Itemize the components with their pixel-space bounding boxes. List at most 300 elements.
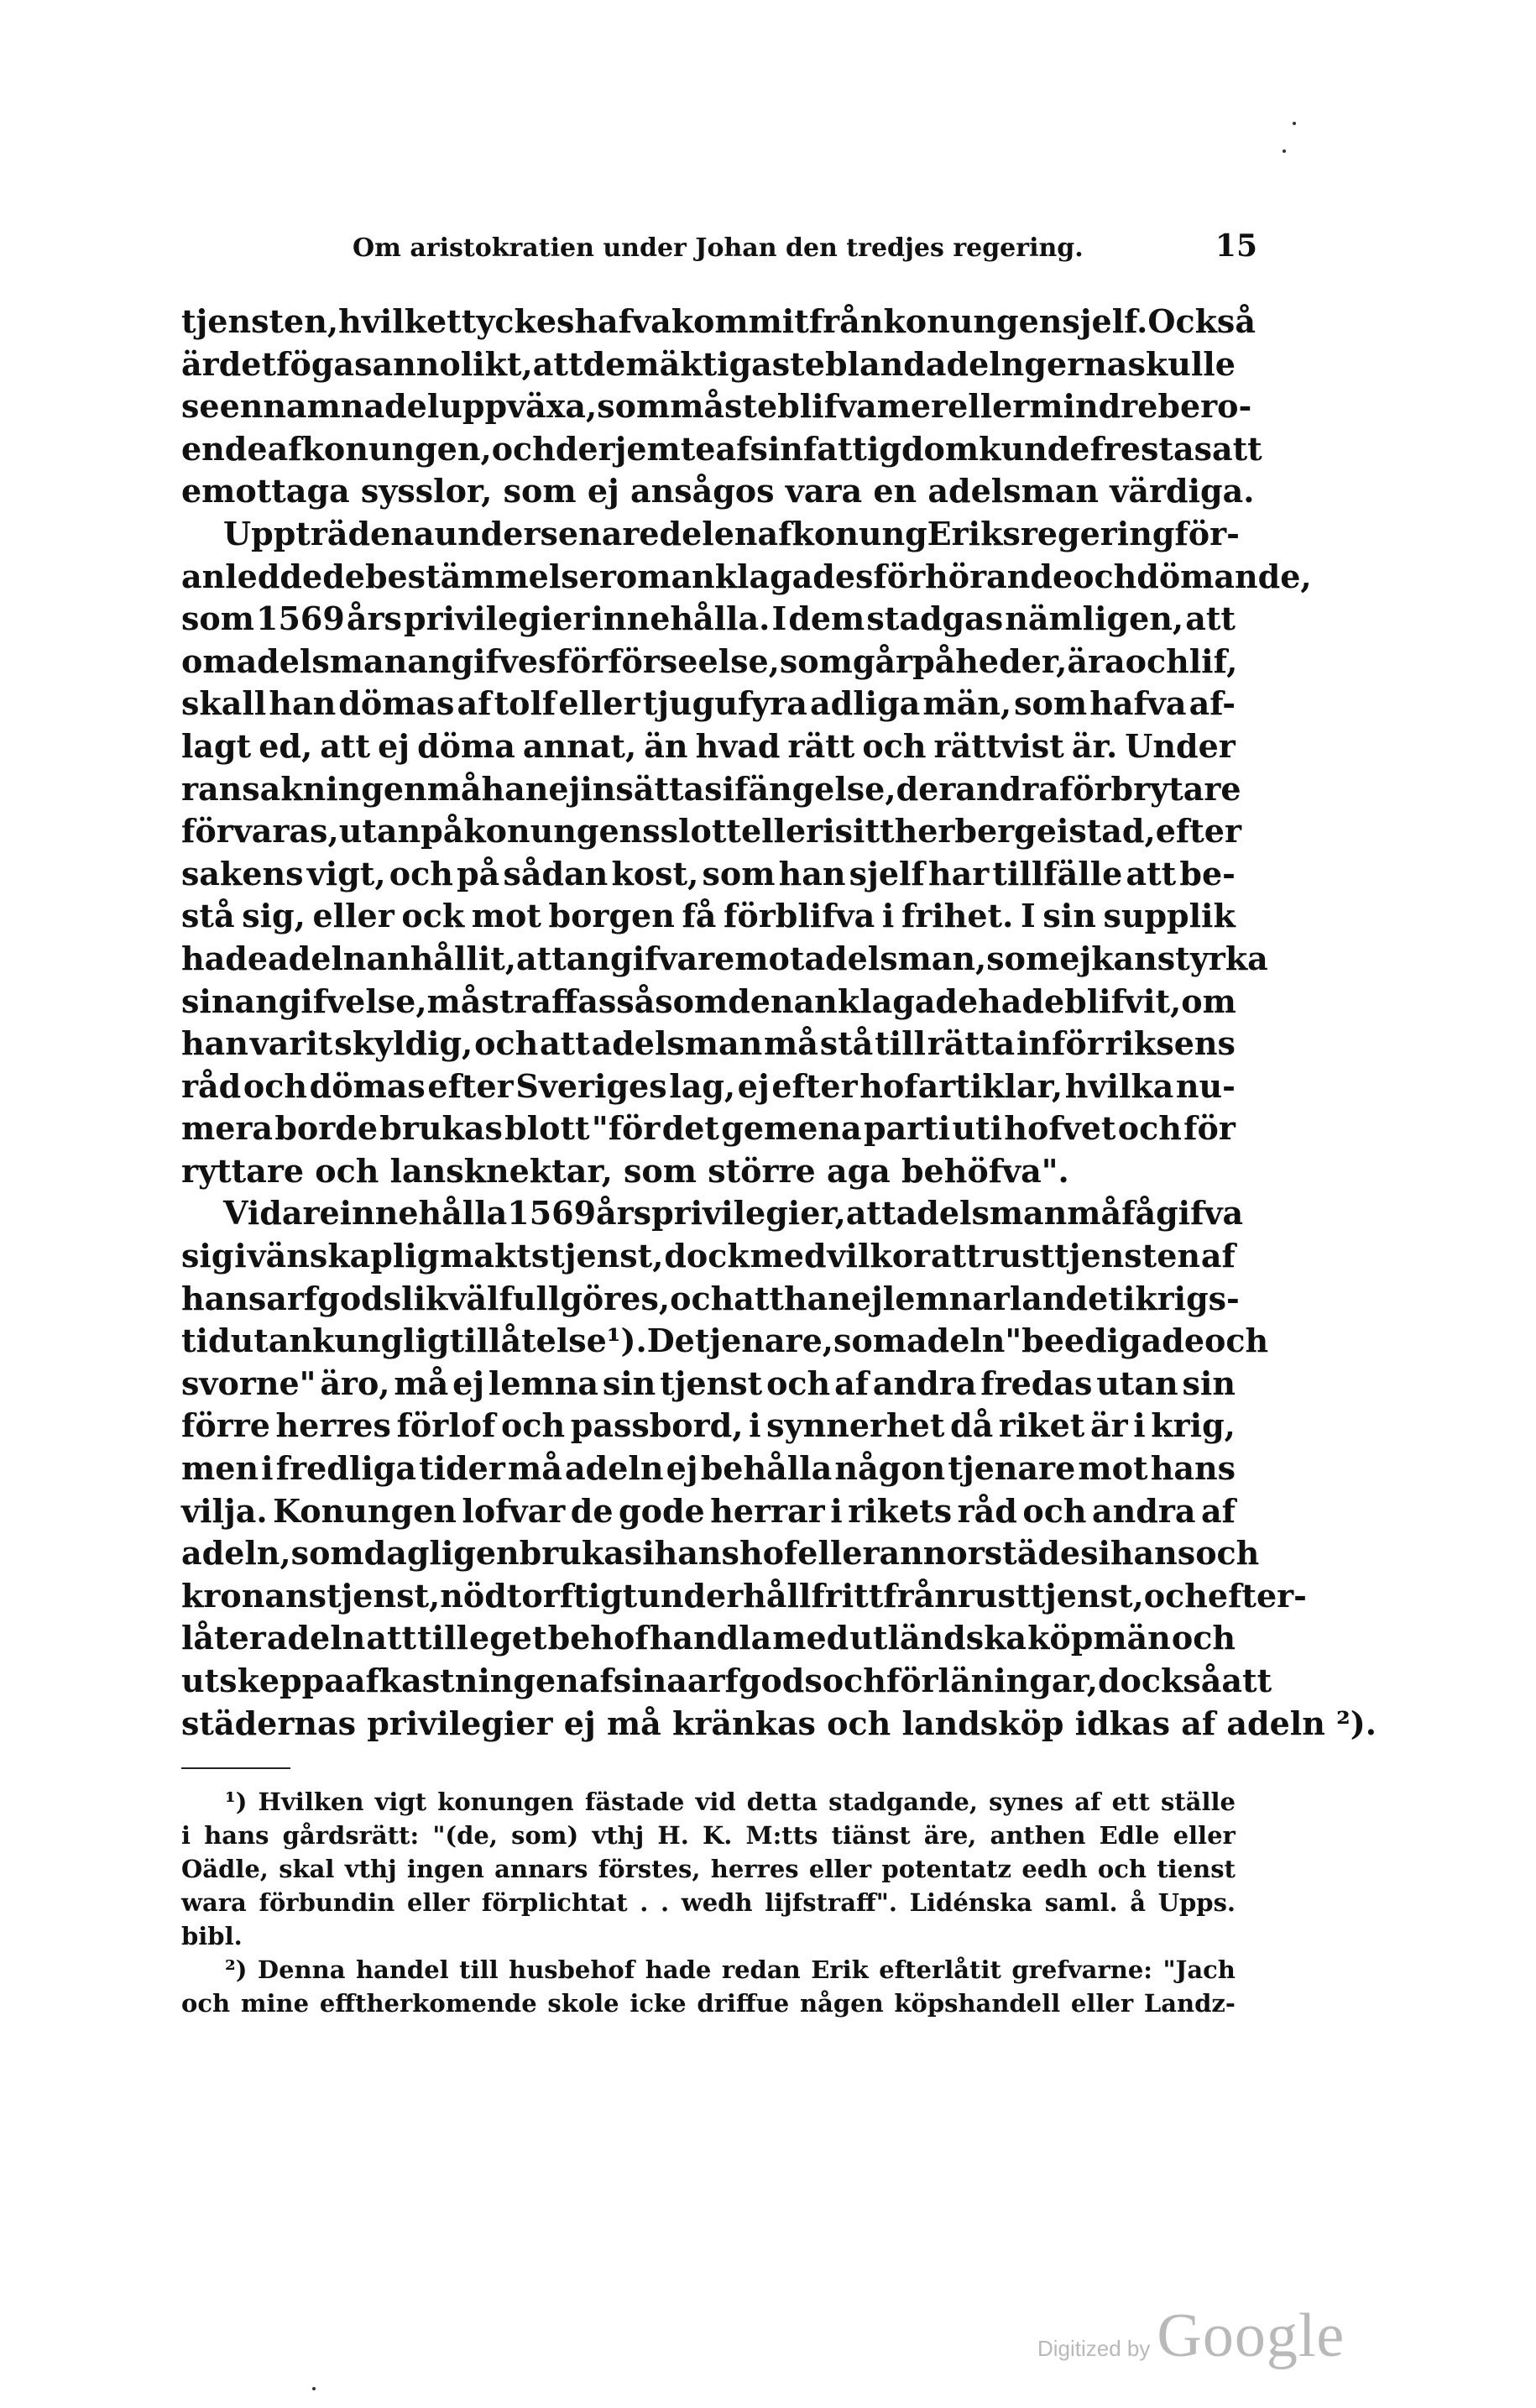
word: föga (276, 344, 355, 383)
word: herres (710, 1855, 799, 1883)
word: i (181, 1821, 191, 1850)
word: dock (1097, 1662, 1183, 1699)
word: annars (494, 1855, 588, 1883)
word: kunglig (312, 1322, 450, 1360)
word: från (883, 1576, 958, 1615)
word: efter (771, 1066, 858, 1105)
word: då (950, 1406, 994, 1445)
word: måste (670, 387, 778, 426)
word: adelsman (896, 1194, 1068, 1233)
footnote-line (181, 1886, 1236, 1919)
word: brukas (519, 1534, 643, 1573)
word: behof (547, 1619, 649, 1657)
word: ställe (1160, 1788, 1236, 1816)
word: angifvare (566, 939, 735, 977)
word: under (434, 514, 541, 552)
word: tjenst, (326, 1576, 441, 1615)
word: må (426, 982, 482, 1020)
word: tid (181, 1322, 231, 1360)
word: utan (338, 812, 421, 851)
word: konungen, (301, 429, 492, 468)
word: handla (649, 1619, 772, 1657)
footnote-rule (181, 1767, 290, 1769)
word: sin (750, 429, 803, 468)
word: han (778, 854, 846, 893)
word: af (1200, 1491, 1236, 1530)
word: som (702, 854, 776, 893)
word: ett (1111, 1788, 1150, 1816)
word: om (1181, 982, 1236, 1020)
footnote-line (181, 1852, 1236, 1886)
word: borde (274, 1109, 378, 1148)
word: i (1133, 1406, 1146, 1445)
word: krig, (1151, 1406, 1236, 1445)
word: se (181, 387, 220, 426)
word: detta (746, 1788, 818, 1816)
word: frihet. (901, 897, 1014, 935)
word: att (930, 1237, 981, 1275)
word: vthj (344, 1855, 397, 1883)
word: om (181, 641, 237, 680)
word: ingen (406, 1855, 484, 1883)
word: "för (591, 1109, 661, 1148)
word: och (670, 1279, 734, 1317)
word: ej (737, 1066, 770, 1105)
word: supplik (1103, 897, 1236, 935)
word: parti (863, 1109, 951, 1148)
word: . (661, 1888, 670, 1917)
text-line (181, 1575, 1307, 1618)
word: styrka (1157, 939, 1268, 977)
word: tillåtelse (449, 1322, 607, 1360)
word: och (822, 1662, 886, 1699)
word: innehålla (339, 1194, 508, 1233)
word: I (1020, 897, 1036, 935)
word: hofvet (1004, 1109, 1116, 1148)
word: frestas (1089, 429, 1212, 468)
word: förlof (396, 1406, 496, 1445)
word: eller (808, 1855, 872, 1883)
word: hvad (695, 726, 781, 765)
word: af (715, 429, 750, 468)
word: som (986, 939, 1060, 977)
word: varit (249, 1024, 333, 1063)
word: i (830, 1491, 843, 1530)
word: sig (181, 1237, 234, 1275)
text-line (181, 301, 1256, 343)
word: vthj (592, 1821, 645, 1850)
word: kunde (979, 429, 1090, 468)
word: krigs- (1135, 1279, 1240, 1317)
word: att (1126, 854, 1177, 893)
word: med (750, 1237, 827, 1275)
word: 1569 (507, 1194, 597, 1233)
word: blifvit, (1064, 982, 1182, 1020)
word: privilegier (404, 599, 590, 638)
text-line (181, 1023, 1236, 1065)
word: tjensten, (181, 302, 339, 340)
word: stad, (1068, 812, 1156, 851)
word: att (1221, 1662, 1272, 1699)
word: efftherkomende (319, 1989, 537, 2018)
text-line (181, 768, 1241, 811)
word: och (1125, 641, 1189, 680)
word: att (845, 1194, 896, 1233)
word: fängelse, (734, 769, 896, 808)
word: "beedigade (1005, 1322, 1205, 1360)
word: stå (181, 897, 235, 935)
word: Sveriges (515, 1066, 667, 1105)
word: ende (181, 429, 268, 468)
word: mera (181, 1109, 274, 1148)
word: passbord, (570, 1406, 744, 1445)
word: K. (703, 1821, 733, 1850)
word: att (516, 939, 567, 977)
footnote-line (181, 1953, 1236, 1987)
word: konungen (437, 1788, 574, 1816)
word: herrar (710, 1491, 825, 1530)
word: vilkor (827, 1237, 931, 1275)
text-line (181, 1660, 1272, 1703)
word: eget (469, 1619, 547, 1657)
text-line (181, 641, 1236, 683)
word: lif, (1189, 641, 1238, 680)
word: mäktigaste (625, 344, 825, 383)
word: män, (922, 684, 1012, 723)
word: eller (797, 1534, 880, 1573)
word: mot (471, 897, 541, 935)
word: inför (1016, 1024, 1104, 1063)
word: förhörande (873, 557, 1074, 595)
word: likväl (401, 1279, 499, 1317)
text-line (181, 810, 1241, 853)
word: tjenst (660, 1364, 763, 1402)
word: af (834, 1364, 870, 1402)
word: och (1022, 1491, 1087, 1530)
word: redan (721, 1955, 801, 1984)
word: för (556, 641, 609, 680)
word: i (823, 812, 835, 851)
word: ²) (225, 1955, 248, 1984)
word: rusttjenst, (957, 1576, 1144, 1615)
word: än (644, 726, 688, 765)
word: förbundin (259, 1888, 395, 1917)
word: eller (312, 897, 394, 935)
word: dagligen (363, 1534, 520, 1573)
word: vilja. (181, 1491, 268, 1530)
word: och (1117, 1109, 1182, 1148)
word: dömande, (1136, 557, 1312, 595)
word: svorne" (181, 1364, 316, 1402)
word: är (181, 344, 219, 383)
word: H. (657, 1821, 689, 1850)
footnote-line (181, 1987, 1236, 2020)
word: en (219, 387, 264, 426)
word: få (1121, 1194, 1157, 1233)
word: och (474, 1024, 539, 1063)
word: att (1185, 599, 1236, 638)
word: för (1183, 1109, 1236, 1148)
word: tjenst, (550, 1237, 664, 1275)
word: att (532, 344, 583, 383)
word: underhåll (637, 1576, 812, 1615)
word: synnerhet (766, 1406, 945, 1445)
text-line (181, 725, 1236, 768)
word: gode (619, 1491, 705, 1530)
word: sig, (242, 897, 306, 935)
word: han (783, 1279, 851, 1317)
word: utskeppa (181, 1662, 345, 1699)
word: skall (181, 684, 267, 723)
word: rätta (927, 1024, 1016, 1063)
word: och (501, 1406, 566, 1445)
word: han (481, 769, 549, 808)
word: lagt (181, 726, 252, 765)
word: delen (659, 514, 758, 552)
word: bestämmelser (364, 557, 616, 595)
word: och (862, 726, 927, 765)
word: och (243, 1066, 307, 1105)
word: konungens (463, 812, 661, 851)
word: afkastningen (344, 1662, 579, 1699)
word: behålla (700, 1449, 833, 1488)
running-header (353, 228, 1257, 264)
word: tjenare, (694, 1322, 833, 1360)
page-number: 15 (1215, 228, 1257, 264)
word: uti (952, 1109, 1003, 1148)
word: M:tts (745, 1821, 818, 1850)
word: innehålla. (591, 599, 771, 638)
word: fredliga (275, 1449, 416, 1488)
word: herres (275, 1406, 391, 1445)
word: vänskaplig (247, 1237, 440, 1275)
text-line (181, 1363, 1236, 1406)
word: tiänst (831, 1821, 911, 1850)
word: "Jach (1162, 1955, 1236, 1984)
word: senare (540, 514, 660, 552)
word: heder, (955, 641, 1068, 680)
running-title: Om aristokratien under Johan den tredjes regering. (353, 233, 1084, 263)
word: bland (824, 344, 926, 383)
word: det (218, 344, 277, 383)
word: ej (548, 769, 581, 808)
word: förvaras, (181, 812, 339, 851)
word: makts (440, 1237, 550, 1275)
word: adeln (565, 1449, 664, 1488)
word: anledde (181, 557, 323, 595)
word: blott (504, 1109, 590, 1148)
word: eller (740, 812, 823, 851)
word: mine (240, 1989, 310, 2018)
word: och (1143, 1576, 1208, 1615)
text-line (181, 1192, 1244, 1235)
word: ock (401, 897, 465, 935)
word: fredas (980, 1364, 1093, 1402)
word: hans (204, 1821, 269, 1850)
word: tienst (1157, 1855, 1236, 1883)
word: arfgods (687, 1662, 823, 1699)
footnote-line (181, 1785, 1236, 1819)
word: lag, (669, 1066, 736, 1105)
word: fästade (584, 1788, 685, 1816)
word: adeln (266, 1619, 366, 1657)
word: års (346, 599, 402, 638)
word: hans (654, 1534, 739, 1573)
word: äre, (923, 1821, 977, 1850)
word: vid (695, 1788, 736, 1816)
word: regering (1020, 514, 1175, 552)
word: Landz- (1143, 1989, 1236, 2018)
word: fritt (811, 1576, 884, 1615)
word: tider (419, 1449, 505, 1488)
word: Under (1125, 726, 1236, 765)
word: skulle (1127, 344, 1236, 383)
word: Lidénska (909, 1888, 1033, 1917)
word: i (881, 897, 895, 935)
word: adelsman (236, 641, 408, 680)
word: sjelf (849, 854, 925, 893)
word: herberge (894, 812, 1057, 851)
word: Uppträdena (223, 514, 435, 552)
word: må (508, 1449, 562, 1488)
word: sin (181, 982, 235, 1020)
text-line: städernas privilegier ej må kränkas och landsköp idkas af adeln ²). (181, 1704, 1377, 1742)
word: till (417, 1619, 468, 1657)
word: gifva (1156, 1194, 1244, 1233)
word: att (540, 1024, 590, 1063)
word: skyldig, (334, 1024, 473, 1063)
word: utan (230, 1322, 312, 1360)
word: privilegier, (651, 1194, 846, 1233)
word: hade (645, 1955, 712, 1984)
word: har (927, 854, 990, 893)
word: Också (1147, 302, 1256, 340)
word: arfgods (266, 1279, 402, 1317)
word: Edle (1099, 1821, 1160, 1850)
text-line (181, 343, 1236, 386)
word: nämligen, (1005, 599, 1184, 638)
text-line (181, 1320, 1269, 1363)
word: anklagades (671, 557, 874, 595)
word: straffas (481, 982, 617, 1020)
word: i (234, 1237, 247, 1275)
word: . (640, 1888, 649, 1917)
word: be- (1179, 854, 1236, 893)
word: ransakningen (181, 769, 427, 808)
word: att (1211, 429, 1262, 468)
word: att (734, 1279, 784, 1317)
word: Upps. (1157, 1888, 1236, 1917)
word: någon (834, 1449, 946, 1488)
word: nödtorftigt (440, 1576, 638, 1615)
word: mer (876, 387, 948, 426)
word: sakens (181, 854, 304, 893)
digitized-watermark (1037, 2301, 1345, 2372)
word: någen (799, 1989, 884, 2018)
word: efter (1155, 812, 1241, 851)
word: adeln (906, 1322, 1006, 1360)
word: han (269, 684, 337, 723)
word: är. (1071, 726, 1118, 765)
word: som) (511, 1821, 579, 1850)
word: synes (989, 1788, 1064, 1816)
word: tyckes (461, 302, 575, 340)
text-line (181, 513, 1240, 556)
word: utländska (849, 1619, 1027, 1657)
word: dem (788, 599, 865, 638)
word: stadgande, (828, 1788, 978, 1816)
word: såsom (616, 982, 729, 1020)
word: som (597, 387, 671, 426)
word: tjenare (948, 1449, 1076, 1488)
word: icke (630, 1989, 687, 2018)
word: annorstädes (879, 1534, 1099, 1573)
word: andra (955, 769, 1059, 808)
word: andra (1092, 1491, 1196, 1530)
word: och (181, 1989, 231, 2018)
word: mindre (1029, 387, 1158, 426)
word: af (578, 1662, 614, 1699)
text-line (181, 598, 1236, 641)
word: i (1056, 812, 1069, 851)
word: låter (181, 1619, 266, 1657)
word: må (1067, 1194, 1122, 1233)
text-line: ryttare och lansknektar, som större aga behöfva". (181, 1151, 1069, 1190)
word: till (459, 1955, 499, 1984)
word: af (267, 429, 302, 468)
word: mot (734, 939, 805, 977)
text-line (181, 895, 1236, 938)
word: dömas (338, 684, 455, 723)
word: de (322, 557, 365, 595)
word: hvilka (1064, 1066, 1174, 1105)
main-text (181, 301, 1377, 1745)
word: i (1122, 1279, 1136, 1317)
word: att (320, 726, 371, 765)
word: på (421, 812, 464, 851)
word: dock (664, 1237, 750, 1275)
word: andra (872, 1364, 977, 1402)
word: må (764, 1024, 818, 1063)
word: angifves (407, 641, 556, 680)
word: eller (407, 1888, 470, 1917)
word: hans (1110, 1534, 1196, 1573)
word: må (394, 1364, 449, 1402)
word: från (808, 302, 884, 340)
word: tjugufyra (642, 684, 807, 723)
word: lofvar (462, 1491, 566, 1530)
word: adliga (810, 684, 921, 723)
word: vigt, (306, 854, 386, 893)
word: anhållit, (366, 939, 517, 977)
scan-speck (1283, 149, 1286, 153)
word: gerna (1024, 344, 1128, 383)
word: Erik (811, 1955, 869, 1984)
word: ära (1067, 641, 1126, 680)
word: hade (181, 939, 268, 977)
word: kan (1091, 939, 1157, 977)
word: lemnar (882, 1279, 1010, 1317)
word: ej (378, 726, 410, 765)
word: tolf (494, 684, 556, 723)
text-line (181, 428, 1262, 471)
word: ej (1059, 939, 1092, 977)
footnote-line: bibl. (181, 1922, 243, 1950)
word: handel (355, 1955, 449, 1984)
word: hans (181, 1279, 267, 1317)
word: utan (1096, 1364, 1178, 1402)
text-line (181, 683, 1236, 725)
